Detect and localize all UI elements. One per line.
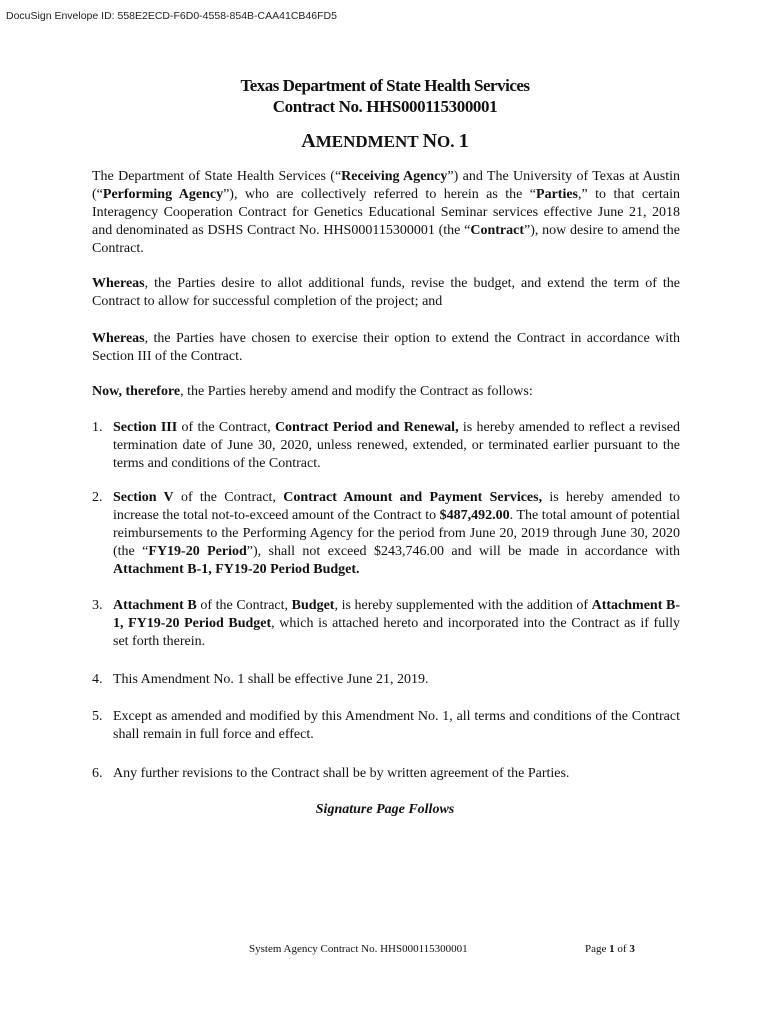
amendment-item-2: 2. Section V of the Contract, Contract Amount and Payment Services, is hereby amended to increase the total not-to-exceed amount of the Contract to $487,492.00. The total amount of potential reimbursements to the Performing Agency for the period from June 20, 2019 through June 30, 2020 (the “FY19-20 Period”), shall not exceed $243,746.00 and will be made in accordance with Attachment B-1, FY19-20 Period Budget. — [92, 490, 681, 577]
intro-paragraph: The Department of State Health Services (“Receiving Agency”) and The University of Texas at Austin (“Performing Agency”), who are collectively referred to herein as the “Parties,” to that certain Interagency Cooperation Contract for Genetics Educational Seminar services effective June 21, 2018 and denominated as DSHS Contract No. HHS000115300001 (the “Contract”), now desire to amend the Contract. — [92, 169, 681, 256]
footer-contract-reference: System Agency Contract No. HHS000115300001 — [249, 943, 468, 955]
amendment-item-1: 1. Section III of the Contract, Contract Period and Renewal, is hereby amended to reflect a revised termination date of June 30, 2020, unless renewed, extended, or terminated earlier pursuant to the terms and conditions of the Contract. — [92, 420, 680, 471]
agency-title: Texas Department of State Health Services — [240, 76, 530, 95]
page-number: Page 1 of 3 — [585, 943, 635, 955]
whereas-paragraph-2: Whereas, the Parties have chosen to exercise their option to extend the Contract in accordance with Section III of the Contract. — [92, 331, 680, 364]
amendment-item-6: 6. Any further revisions to the Contract shall be by written agreement of the Parties. — [92, 766, 570, 781]
amendment-item-3: 3. Attachment B of the Contract, Budget, is hereby supplemented with the addition of Attachment B-1, FY19-20 Period Budget, which is attached hereto and incorporated into the Contract as if fully set forth therein. — [92, 598, 680, 649]
now-therefore-paragraph: Now, therefore, the Parties hereby amend and modify the Contract as follows: — [92, 384, 533, 399]
docusign-envelope-id: DocuSign Envelope ID: 558E2ECD-F6D0-4558-854B-CAA41CB46FD5 — [6, 10, 337, 22]
whereas-paragraph-1: Whereas, the Parties desire to allot additional funds, revise the budget, and extend the term of the Contract to allow for successful completion of the project; and — [92, 276, 680, 309]
amendment-title: AMENDMENT NO. 1 — [301, 130, 469, 152]
amendment-item-4: 4. This Amendment No. 1 shall be effective June 21, 2019. — [92, 672, 429, 687]
amendment-item-5: 5. Except as amended and modified by this Amendment No. 1, all terms and conditions of the Contract shall remain in full force and effect. — [92, 709, 680, 742]
signature-page-follows: Signature Page Follows — [315, 802, 455, 817]
contract-number-title: Contract No. HHS000115300001 — [272, 97, 498, 116]
